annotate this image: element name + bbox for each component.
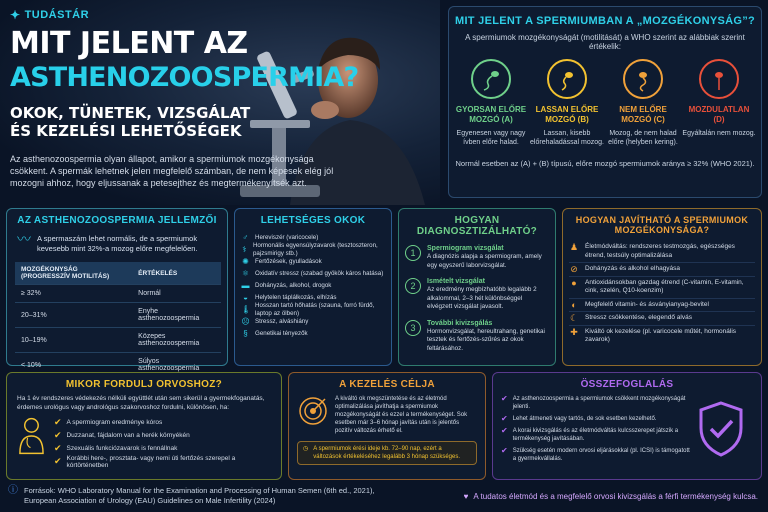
doctor-lead: Ha 1 év rendszeres védekezés nélküli együttlét után sem sikerül a gyermekfoganatás, érdemes urológus vagy andrológus szakorvoshoz fordulni, különösen, ha: <box>17 395 265 411</box>
list-item <box>569 312 755 326</box>
motility-types <box>449 59 761 147</box>
step-desc: Az eredmény megbízhatóbb legalább 2 alkalommal, 2–3 hét különbséggel elvégzett vizsgálat javasolt. <box>427 286 537 310</box>
motility-type-b-label2: MOZGÓ (B) <box>545 115 589 124</box>
hero-section <box>0 0 440 205</box>
table-cell-range: ≥ 32% <box>15 285 132 303</box>
sperm-fast-icon <box>471 59 511 99</box>
clock-icon: ◷ <box>303 446 309 452</box>
improvement-text: Kiváltó ok kezelése (pl. varicocele műtét, hormonális zavarok) <box>585 327 737 343</box>
maturation-warning <box>297 441 477 465</box>
sperm-slow-icon <box>547 59 587 99</box>
table-cell-rating: Súlyos asthenozoospermia <box>132 353 221 378</box>
motility-type-c <box>606 59 680 147</box>
pill-icon: ◐ <box>571 299 577 310</box>
page-subtitle <box>10 104 250 140</box>
improvement-text: Antioxidánsokban gazdag étrend (C-vitamin, E-vitamin, cink, szelén, Q10-koenzim) <box>585 278 744 294</box>
step-title: További kivizsgálás <box>427 319 493 327</box>
step-number: 3 <box>405 320 421 336</box>
list-item <box>569 299 755 313</box>
summary-item-text: Szükség esetén modern orvosi eljárásokkal (pl. ICSI) is támogatott a gyermekvállalás. <box>512 448 690 462</box>
doctor-title: MIKOR FORDULJ ORVOSHOZ? <box>65 379 223 390</box>
check-icon: ✔ <box>501 446 508 455</box>
improvement-title: HOGYAN JAVÍTHATÓ A SPERMIUMOK MOZGÉKONYSÁGA? <box>575 215 749 235</box>
treatment-goal-title: A KEZELÉS CÉLJA <box>339 379 435 390</box>
list-item <box>54 416 271 429</box>
tagline <box>464 492 758 501</box>
step-desc: Hormonvizsgálat, hereultrahang, genetikai tesztek és fertőzés-szűrés az okok feltárásához. <box>427 327 545 352</box>
table-cell-rating: Normál <box>132 285 221 303</box>
summary-list <box>501 393 691 465</box>
causes-list <box>241 232 385 340</box>
cigarette-icon: ▬ <box>241 281 250 290</box>
motility-normal-note: Normál esetben az (A) + (B) típusú, előre mozgó spermiumok aránya ≥ 32% (WHO 2021). <box>455 159 755 168</box>
shield-check-icon <box>696 400 746 458</box>
doctor-list <box>54 416 271 468</box>
vein-icon: ♂ <box>242 233 249 242</box>
step-title: Ismételt vizsgálat <box>427 278 485 285</box>
burger-icon: ◒ <box>243 293 248 302</box>
sperm-circling-icon <box>623 59 663 99</box>
list-item <box>241 280 385 292</box>
causes-panel <box>234 208 392 366</box>
cause-text: Fertőzések, gyulladások <box>255 258 322 265</box>
list-item <box>241 244 385 256</box>
list-item <box>54 442 271 455</box>
improvement-list <box>569 241 755 347</box>
cause-text: Hormonális egyensúlyzavarok (tesztoszteron, pajzsmirigy stb.) <box>252 242 378 257</box>
check-icon: ✔ <box>53 430 62 440</box>
motility-type-b <box>530 59 604 147</box>
hormone-icon: ⚕ <box>242 245 247 254</box>
cause-text: Hosszan tartó hőhatás (szauna, forró fürdő, laptop az ölben) <box>255 302 375 317</box>
page-title-line2: ASTHENOZOOSPERMIA? <box>10 62 359 93</box>
characteristics-panel <box>6 208 228 372</box>
list-item <box>569 263 755 277</box>
list-item <box>569 326 755 347</box>
maturation-warning-text: A spermiumok érési ideje kb. 72–90 nap, ezért a változások értékeléséhez legalább 3 hónap szükséges. <box>313 446 461 460</box>
list-item <box>241 268 385 280</box>
motility-type-a-label1: GYORSAN ELŐRE <box>455 105 527 114</box>
causes-title: LEHETSÉGES OKOK <box>260 215 366 226</box>
check-icon: ✔ <box>501 426 508 435</box>
diagnosis-panel <box>398 208 556 366</box>
target-icon <box>297 395 329 427</box>
motility-description: A spermiumok mozgékonyságát (motilitását) a WHO szerint az alábbiak szerint értékelik: <box>465 33 745 51</box>
doctor-item-text: Duzzanat, fájdalom van a herék környékén <box>66 432 190 439</box>
brand <box>10 8 89 22</box>
molecule-icon: ⚛ <box>241 269 250 278</box>
improvement-text: Stressz csökkentése, elegendő alvás <box>585 314 692 321</box>
diagnosis-step <box>405 320 549 354</box>
improvement-text: Megfelelő vitamin- és ásványianyag-bevitel <box>585 300 709 308</box>
summary-item-text: Lehet átmeneti vagy tartós, de sok esetben kezelhető. <box>512 416 657 422</box>
table-row <box>15 328 221 353</box>
info-icon: ⓘ <box>8 485 18 496</box>
doctor-panel <box>6 372 282 480</box>
check-icon: ✔ <box>501 394 508 403</box>
list-item <box>241 304 385 316</box>
list-item <box>501 425 691 445</box>
step-number: 1 <box>405 245 421 261</box>
cause-text: Genetikai tényezők <box>255 330 308 337</box>
sleep-icon: ☾ <box>569 313 579 323</box>
table-cell-range: 10–19% <box>15 328 132 353</box>
step-desc: A diagnózis alapja a spermiogram, amely egy egyszerű laborvizsgálat. <box>427 253 542 269</box>
diagnosis-step <box>405 278 549 312</box>
step-title: Spermiogram vizsgálat <box>427 245 504 252</box>
motility-type-a-label2: MOZGÓ (A) <box>469 115 513 124</box>
stress-icon: ☹ <box>241 317 250 326</box>
list-item <box>54 455 271 468</box>
motility-type-d-label1: MOZDULATLAN (D) <box>688 105 750 124</box>
motility-panel <box>448 6 762 198</box>
page-title-line1: MIT JELENT AZ <box>10 26 248 61</box>
table-cell-range: < 10% <box>15 353 132 378</box>
sperm-icon: 〰 <box>17 231 31 247</box>
treatment-goal-panel <box>288 372 486 480</box>
cause-text: Stressz, alváshiány <box>255 318 309 325</box>
running-icon: ♟ <box>569 242 579 252</box>
doctor-item-text: Szexuális funkciózavarok is fennállnak <box>66 445 178 452</box>
improvement-text: Életmódváltás: rendszeres testmozgás, egészséges étrend, testsúly optimalizálása <box>585 243 735 259</box>
motility-type-a-desc: Egyenesen vagy nagy ívben előre halad. <box>456 130 526 146</box>
brand-logo-icon: ✦ <box>10 8 21 22</box>
sperm-immotile-icon <box>699 59 739 99</box>
cause-text: Oxidatív stressz (szabad gyökök káros hatása) <box>255 270 384 277</box>
table-cell-rating: Enyhe asthenozoospermia <box>132 303 221 328</box>
sources-text: Források: WHO Laboratory Manual for the Examination and Processing of Human Semen (6th ed., 2021), European Association of Urology (EAU) Guidelines on Male Infertility (2024) <box>24 486 375 505</box>
table-cell-range: 20–31% <box>15 303 132 328</box>
improvement-panel <box>562 208 762 366</box>
list-item <box>501 413 691 425</box>
table-header-rating: ÉRTÉKELÉS <box>132 262 221 285</box>
check-icon: ✔ <box>53 456 62 466</box>
sources-footer <box>8 486 404 506</box>
motility-type-b-label1: LASSAN ELŐRE <box>535 105 599 114</box>
list-item <box>54 429 271 442</box>
list-item <box>241 328 385 340</box>
list-item <box>501 445 691 465</box>
subtitle-line1: OKOK, TÜNETEK, VIZSGÁLAT <box>10 104 251 122</box>
motility-type-d-desc: Egyáltalán nem mozog. <box>682 130 756 137</box>
intro-paragraph: Az asthenozoospermia olyan állapot, amikor a spermiumok mozgékonysága csökkent. A spermák lehetnek jelen megfelelő számban, de nem képesek elég jól mozogni ahhoz, hogy eljussanak a petesejthez és megtermékenyítsék azt. <box>10 154 334 188</box>
check-icon: ✔ <box>501 414 508 423</box>
motility-type-b-desc: Lassan, kisebb előrehaladással mozog. <box>530 130 604 146</box>
table-header-motility: MOZGÉKONYSÁG (PROGRESSZÍV MOTILITÁS) <box>15 262 132 285</box>
motility-type-a <box>454 59 528 147</box>
check-icon: ✔ <box>53 443 62 453</box>
motility-type-c-label1: NEM ELŐRE <box>619 105 667 114</box>
motility-type-c-label2: MOZGÓ (C) <box>621 115 665 124</box>
doctor-item-text: A spermiogram eredménye kóros <box>66 419 163 426</box>
diagnosis-step <box>405 245 549 270</box>
motility-type-d <box>682 59 756 147</box>
check-icon: ✔ <box>53 417 62 427</box>
doctor-item-text: Korábbi here-, prosztata- vagy nemi úti fertőzés szerepel a kórtörténetben <box>66 454 236 469</box>
summary-panel <box>492 372 762 480</box>
doctor-icon <box>17 416 46 456</box>
cause-text: Helytelen táplálkozás, elhízás <box>255 294 337 301</box>
step-number: 2 <box>405 278 421 294</box>
characteristics-title: AZ ASTHENOZOOSPERMIA JELLEMZŐI <box>17 215 217 226</box>
cause-text: Dohányzás, alkohol, drogok <box>255 282 332 289</box>
motility-type-c-desc: Mozog, de nem halad előre (helyben kering). <box>608 130 678 146</box>
motility-title: MIT JELENT A SPERMIUMBAN A „MOZGÉKONYSÁG”? <box>454 15 756 27</box>
list-item <box>569 241 755 263</box>
brand-name: TUDÁSTÁR <box>24 9 90 21</box>
treatment-goal-text: A kiváltó ok megszüntetése és az életmód optimalizálása javíthatja a spermiumok mozgékonyságát és ezzel a termékenységet. Sok esetben már 3–6 hónap javítás után is jelentős pozitív változás érhető el. <box>335 396 468 434</box>
list-item <box>569 277 755 299</box>
no-smoking-icon: ⊘ <box>570 264 578 274</box>
summary-item-text: Az asthenozoospermia a spermiumok csökkent mozgékonyságát jelenti. <box>512 396 686 410</box>
thermometer-icon: 🌡 <box>241 305 252 314</box>
tagline-text: A tudatos életmód és a megfelelő orvosi kivizsgálás a férfi termékenység kulcsa. <box>473 492 758 501</box>
cause-text: Hereviszér (varicocele) <box>255 234 319 241</box>
motility-grading-table <box>15 262 221 377</box>
fruit-icon: ● <box>571 277 577 288</box>
medical-cross-icon: ✚ <box>570 326 578 337</box>
bacteria-icon: ✺ <box>242 257 249 266</box>
table-row <box>15 303 221 328</box>
summary-item-text: A korai kivizsgálás és az életmódváltás kulcsszerepet játszik a termékenység javításában. <box>512 428 679 442</box>
subtitle-line2: ÉS KEZELÉSI LEHETŐSÉGEK <box>10 122 242 140</box>
dna-icon: § <box>243 329 248 338</box>
heart-icon: ♥ <box>463 492 469 501</box>
diagnosis-title: HOGYAN DIAGNOSZTIZÁLHATÓ? <box>416 215 538 237</box>
improvement-text: Dohányzás és alkohol elhagyása <box>585 265 681 272</box>
table-cell-rating: Közepes asthenozoospermia <box>132 328 221 353</box>
summary-title: ÖSSZEFOGLALÁS <box>580 379 674 390</box>
characteristics-lead: A spermaszám lehet normális, de a spermiumok kevesebb mint 32%-a mozog előre megfelelően. <box>37 234 198 253</box>
list-item <box>501 393 691 413</box>
table-row <box>15 285 221 303</box>
